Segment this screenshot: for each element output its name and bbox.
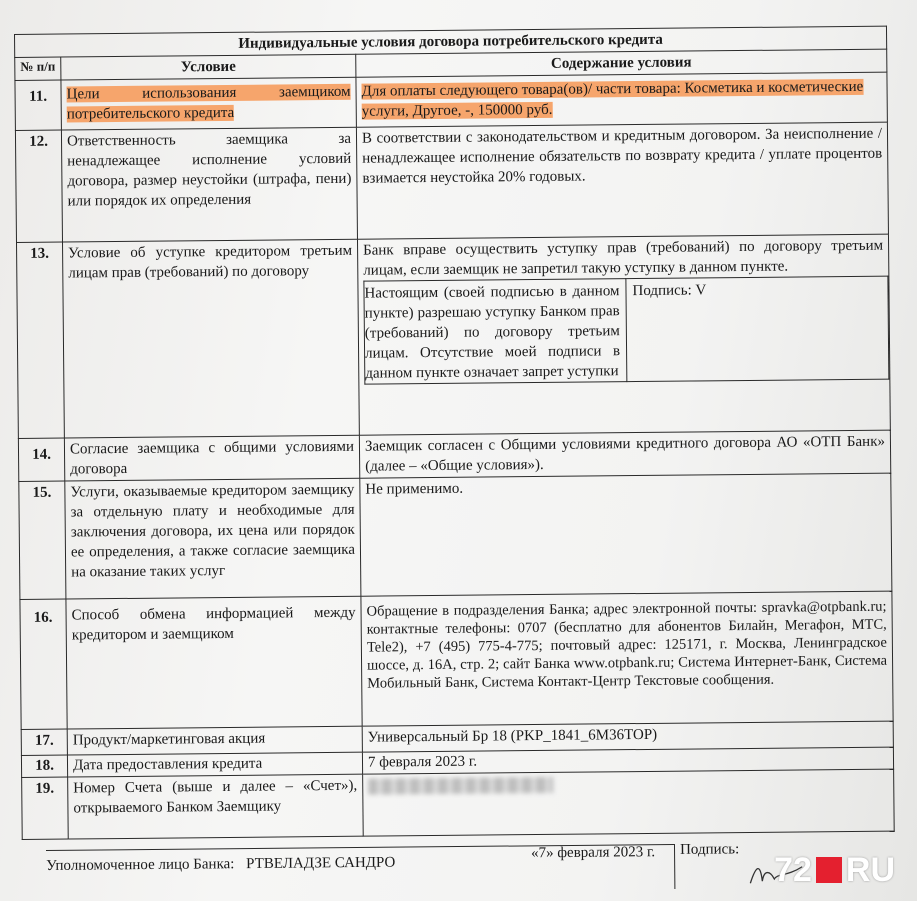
table-row: [15, 72, 887, 130]
redacted-account-number: [368, 777, 553, 795]
row-condition: Услуги, оказываемые кредитором заемщику за отдельную плату и необходимые для заключения договора, их цена или порядок ее определения, а также согласие заемщика на оказание таких услуг: [65, 478, 361, 599]
row-content: [356, 72, 887, 127]
row-condition: [61, 77, 356, 130]
row-number: 12.: [15, 130, 62, 242]
watermark-number: 72: [774, 851, 812, 889]
row-condition: Согласие заемщика с общими условиями договора: [64, 435, 359, 481]
row-condition: Номер Счета (выше и далее – «Счет»), открываемого Банком Заемщику: [68, 774, 364, 839]
row-condition: Условие об уступке кредитором третьим лицам прав (требований) по договору: [62, 239, 359, 438]
row-number: 11.: [15, 80, 61, 130]
header-num: № п/п: [15, 57, 61, 80]
consent-text: Настоящим (своей подписью в данном пункте) разрешаю уступку Банком прав (требований) по договору третьим лицам. Отсутствие моей подписи в данном пункте означает запрет уступки: [364, 279, 627, 385]
row-number: 18.: [21, 755, 67, 777]
row-number: 17.: [21, 729, 67, 755]
row-content: В соответствии с законодательством и кредитным договором. За неисполнение / ненадлежащее исполнение обязательств по возврату кредита / уплате процентов взимается неустойка 20% годовых.: [356, 122, 888, 239]
authorized-person-name: РТВЕЛАДЗЕ САНДРО: [246, 854, 396, 873]
row-content: [357, 234, 890, 435]
row-number: 16.: [20, 599, 67, 729]
footer: [46, 842, 886, 890]
row-condition: Способ обмена информацией между кредитором и заемщиком: [66, 596, 362, 729]
assignment-consent-table: [363, 276, 889, 385]
document-title: Индивидуальные условия договора потребительского кредита: [15, 26, 887, 57]
row-content: Заемщик согласен с Общими условиями кредитного договора АО «ОТП Банк» (далее – «Общие условия»).: [359, 430, 890, 478]
row-condition: Ответственность заемщика за ненадлежащее исполнение условий договора, размер неустойки (штрафа, пени) или порядок их определения: [61, 127, 357, 242]
watermark-red-square: [816, 857, 842, 883]
footer-signature-label: Подпись:: [679, 841, 740, 858]
footer-date: «7» февраля 2023 г.: [530, 844, 656, 862]
header-content: Содержание условия: [356, 49, 887, 77]
row-condition: Дата предоставления кредита: [67, 752, 362, 777]
row-number: 15.: [19, 481, 66, 599]
authorized-person-label: Уполномоченное лицо Банка:: [46, 856, 235, 874]
row-content: Обращение в подразделения Банка; адрес электронной почты: spravka@otpbank.ru; контактные телефоны: 0707 (бесплатно для абонентов Билайн, Мегафон, МТС, Tele2), +7 (495) 775-4-775; почтовый адрес: 125171, г. Москва, Ленинградское шоссе, д. 16А, стр. 2; сайт Банка www.otpbank.ru; Система Интернет-Банк, Система Мобильный Банк, Система Контакт-Центр Текстовые сообщения.: [361, 591, 893, 726]
row-number: 14.: [18, 438, 64, 481]
row-condition: Продукт/маркетинговая акция: [67, 726, 362, 755]
footer-divider-vertical: [674, 844, 676, 889]
consent-signature-field[interactable]: Подпись: V: [626, 276, 889, 382]
row-content: [363, 769, 895, 836]
assignment-text: Банк вправе осуществить уступку прав (требований) по договору третьим лицам, если заемщик не запретил такую уступку в данном пункте.: [363, 237, 884, 279]
highlighted-content: Для оплаты следующего товара(ов)/ части товара: Косметика и косметические услуги, Другое, -, 150000 руб.: [361, 78, 864, 120]
table-row: [17, 234, 891, 438]
conditions-table: [14, 26, 895, 840]
table-row: [22, 769, 895, 839]
table-row: [19, 473, 892, 599]
row-number: 13.: [17, 242, 65, 438]
row-content: 7 февраля 2023 г.: [362, 747, 893, 774]
watermark-suffix: RU: [845, 851, 895, 889]
table-row: [15, 122, 888, 242]
table-row: [20, 591, 893, 729]
header-condition: Условие: [61, 54, 356, 80]
row-content: Не применимо.: [360, 473, 892, 596]
highlighted-condition: Цели использования заемщиком потребительского кредита: [66, 83, 351, 123]
row-content: Универсальный Бр 18 (PKP_1841_6M36TOP): [362, 721, 893, 752]
conditions-sheet: [14, 26, 894, 840]
watermark-72ru: [774, 853, 895, 887]
row-number: 19.: [22, 777, 69, 839]
